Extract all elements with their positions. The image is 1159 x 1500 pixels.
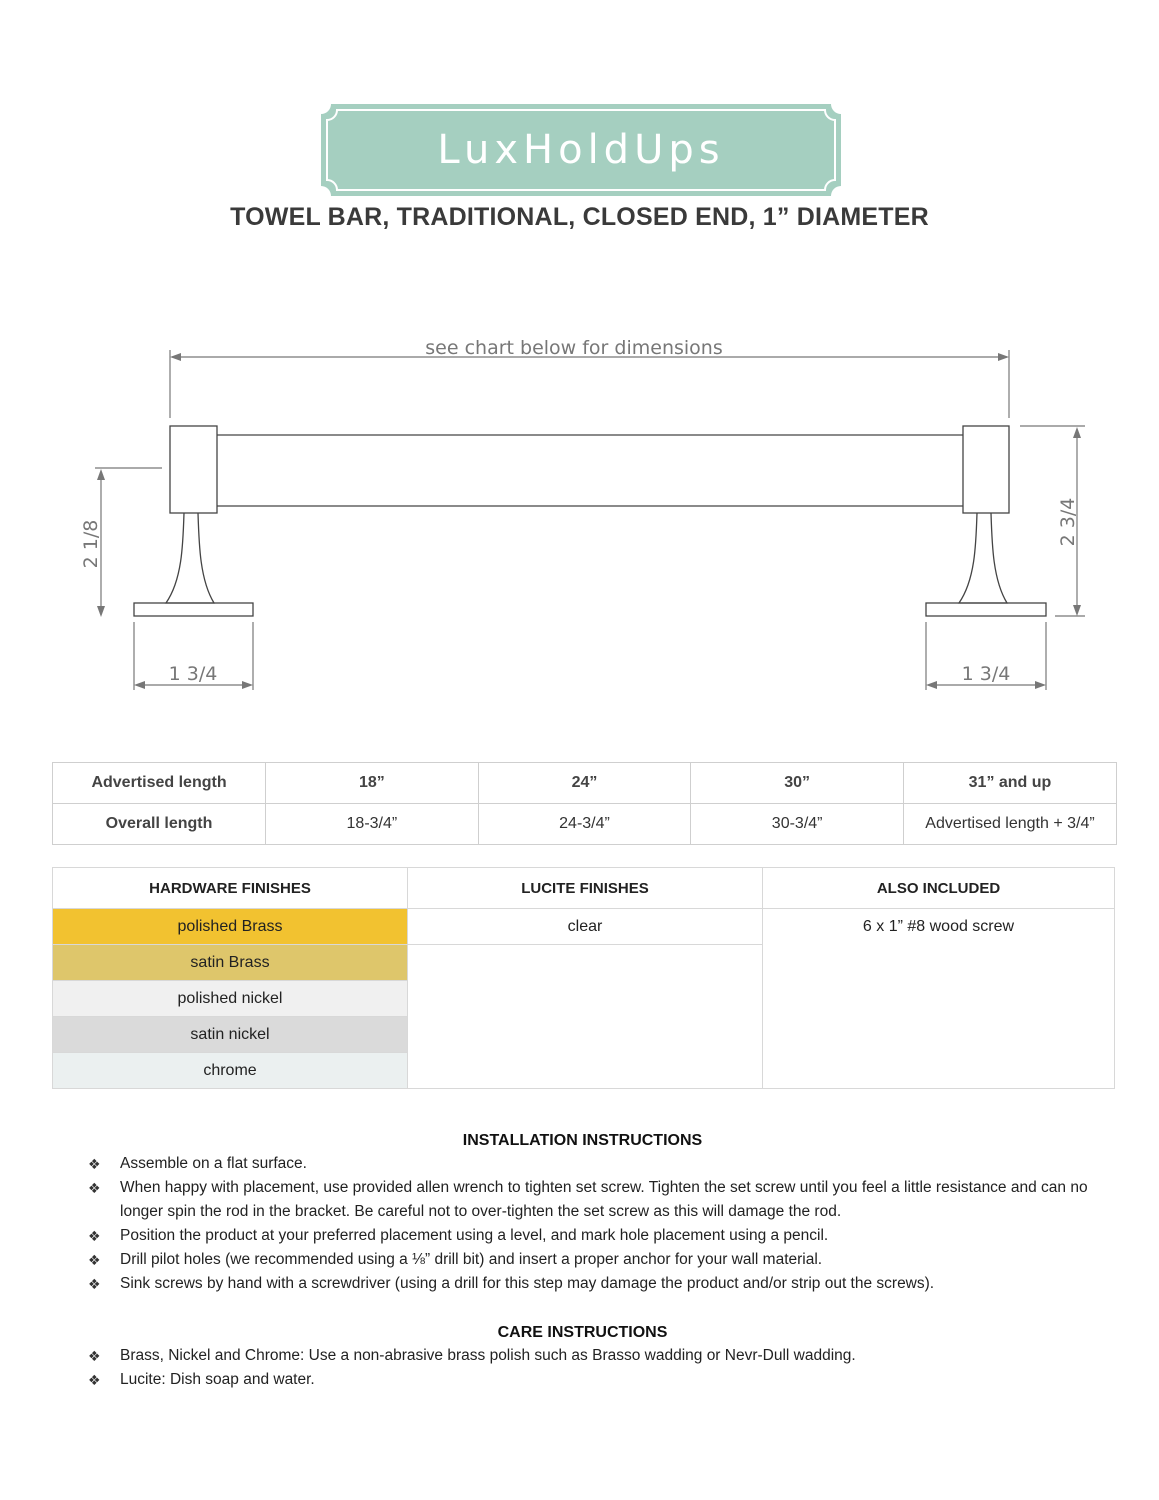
lucite-finish: clear (408, 909, 763, 945)
finish-swatch: polished Brass (53, 909, 408, 945)
table-cell: 24-3/4” (478, 804, 691, 845)
list-item-text: When happy with placement, use provided allen wrench to tighten set screw. Tighten the set screw until you feel a little resistance and can no longer spin the rod in the bracket. Be careful not to over-tighten the set screw as this will damage the rod. (120, 1179, 1088, 1220)
list-item-text: Assemble on a flat surface. (120, 1155, 307, 1172)
bullet-icon: ❖ (88, 1252, 101, 1268)
table-cell: 18” (266, 763, 479, 804)
list-item-text: Lucite: Dish soap and water. (120, 1371, 315, 1388)
column-header: ALSO INCLUDED (763, 868, 1115, 909)
row-header: Advertised length (53, 763, 266, 804)
finish-swatch: satin Brass (53, 945, 408, 981)
table-cell: 31” and up (903, 763, 1116, 804)
finish-swatch: satin nickel (53, 1017, 408, 1053)
bullet-icon: ❖ (88, 1276, 101, 1292)
list-item (88, 1344, 1113, 1368)
towel-bar-drawing (0, 330, 1159, 710)
included-items: 6 x 1” #8 wood screw (763, 909, 1115, 1089)
finishes-table (52, 867, 1115, 1089)
overall-length-label: see chart below for dimensions (425, 337, 723, 359)
list-item-text: Position the product at your preferred placement using a level, and mark hole placement using a pencil. (120, 1227, 829, 1244)
bullet-icon: ❖ (88, 1348, 101, 1364)
list-item-text: Drill pilot holes (we recommended using a ⅛” drill bit) and insert a proper anchor for your wall material. (120, 1251, 823, 1268)
finish-swatch: polished nickel (53, 981, 408, 1017)
list-item (88, 1152, 1113, 1176)
empty-cell (408, 945, 763, 1089)
bullet-icon: ❖ (88, 1228, 101, 1244)
list-item (88, 1224, 1113, 1248)
bullet-icon: ❖ (88, 1372, 101, 1388)
table-cell: Advertised length + 3/4” (903, 804, 1116, 845)
table-cell: 18-3/4” (266, 804, 479, 845)
installation-title: INSTALLATION INSTRUCTIONS (462, 1132, 703, 1149)
list-item-text: Sink screws by hand with a screwdriver (using a drill for this step may damage the product and/or strip out the screws). (120, 1275, 935, 1292)
finish-swatch: chrome (53, 1053, 408, 1089)
column-header: LUCITE FINISHES (408, 868, 763, 909)
bullet-icon: ❖ (88, 1180, 101, 1196)
care-title: CARE INSTRUCTIONS (497, 1324, 668, 1341)
table-row (53, 763, 1117, 804)
brand-logo (321, 104, 841, 196)
right-base-label: 1 3/4 (961, 663, 1011, 685)
list-item-text: Brass, Nickel and Chrome: Use a non-abrasive brass polish such as Brasso wadding or Nevr-Dull wadding. (120, 1347, 856, 1364)
right-height-label: 2 3/4 (1057, 497, 1079, 547)
table-row (53, 909, 1115, 945)
length-table (52, 762, 1117, 845)
table-cell: 30” (691, 763, 904, 804)
column-header: HARDWARE FINISHES (53, 868, 408, 909)
logo-text: LuxHoldUps (437, 127, 725, 173)
row-header: Overall length (53, 804, 266, 845)
list-item (88, 1176, 1113, 1224)
list-item (88, 1272, 1113, 1296)
table-cell: 24” (478, 763, 691, 804)
table-row (53, 804, 1117, 845)
table-header-row (53, 868, 1115, 909)
list-item (88, 1248, 1113, 1272)
bullet-icon: ❖ (88, 1156, 101, 1172)
care-list (88, 1344, 1113, 1392)
installation-list (88, 1152, 1113, 1296)
list-item (88, 1368, 1113, 1392)
page-title: TOWEL BAR, TRADITIONAL, CLOSED END, 1” DIAMETER (230, 203, 929, 231)
table-cell: 30-3/4” (691, 804, 904, 845)
left-height-label: 2 1/8 (80, 519, 102, 569)
left-base-label: 1 3/4 (168, 663, 218, 685)
